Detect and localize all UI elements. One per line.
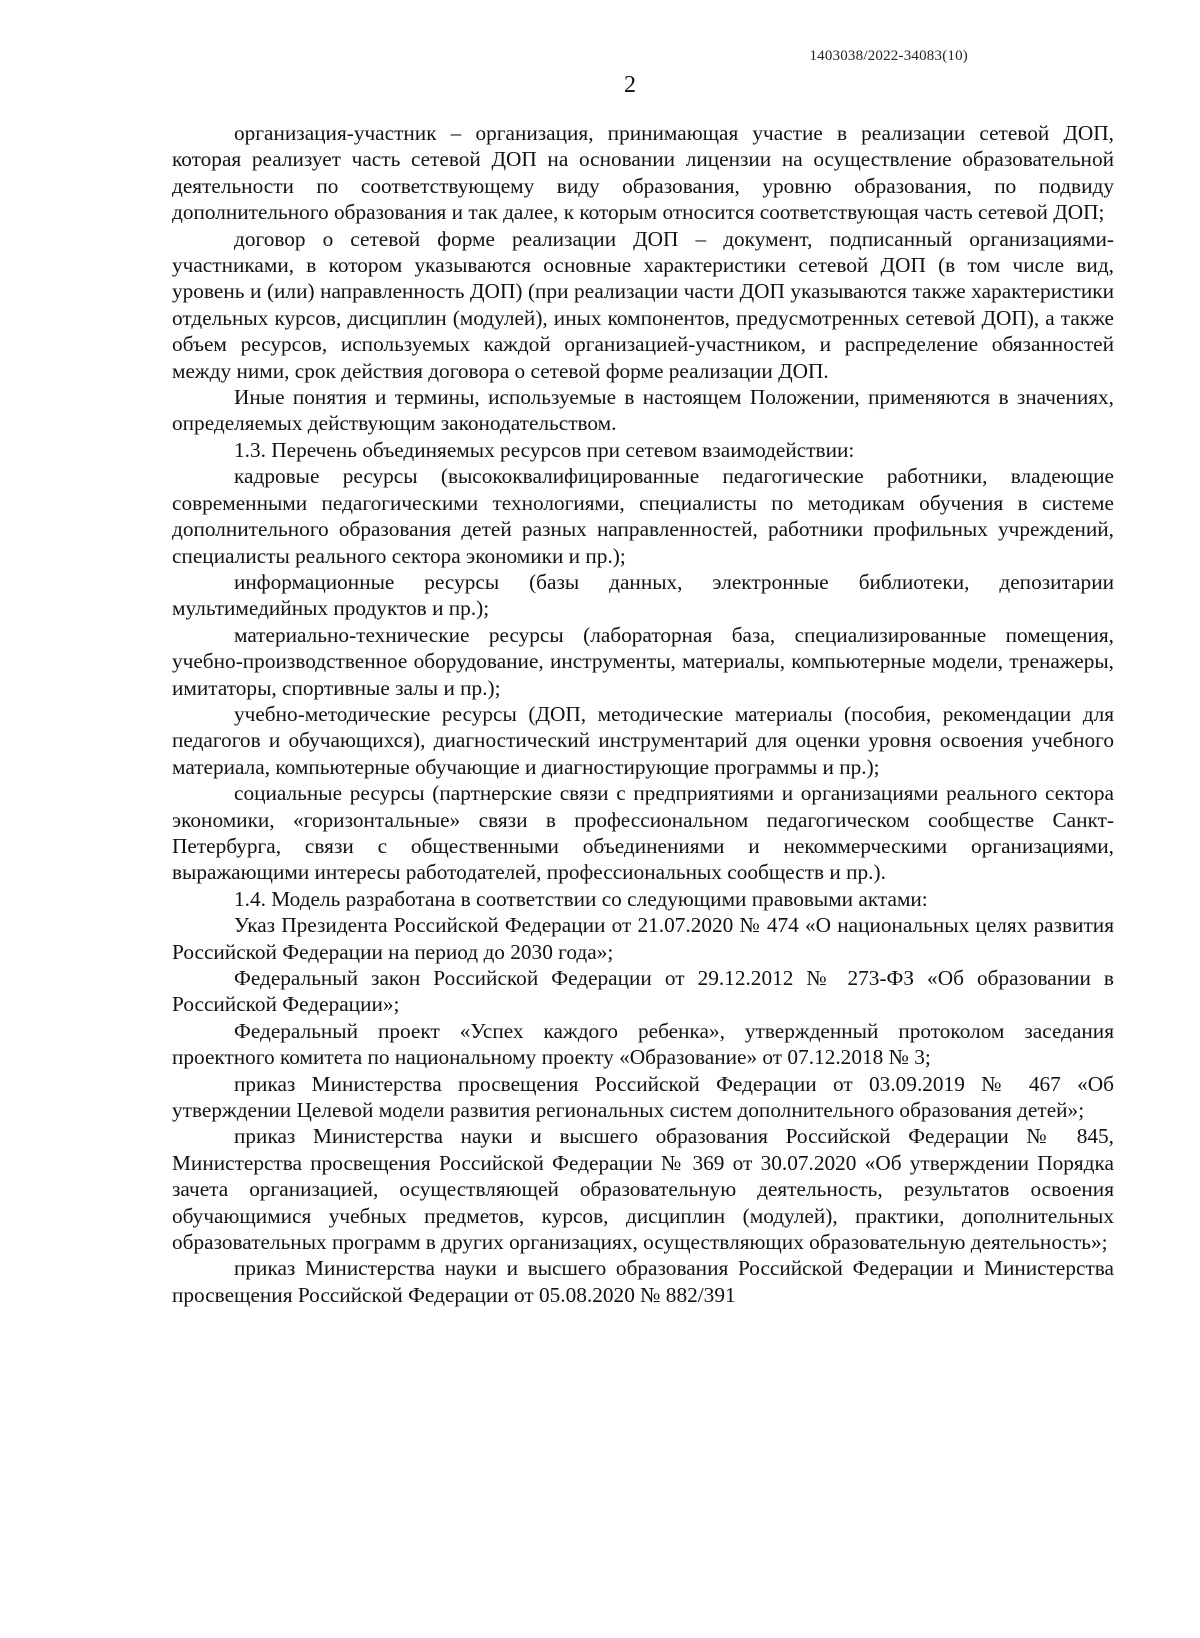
legal-act-presidential-decree: Указ Президента Российской Федерации от 21.07.2020 № 474 «О национальных целях развития Российской Федерации на период до 2030 года»;	[172, 913, 1114, 964]
definition-network-agreement: договор о сетевой форме реализации ДОП – документ, подписанный организациями-участниками, в котором указываются основные характеристики сетевой ДОП (в том числе вид, уровень и (или) направленность ДОП) (при реализации части ДОП указываются также характеристики отдельных курсов, дисциплин (модулей), иных компонентов, предусмотренных сетевой ДОП), а также объем ресурсов, используемых каждой организацией-участником, и распределение обязанностей между ними, срок действия договора о сетевой форме реализации ДОП.	[172, 226, 1114, 383]
document-registration-number: 1403038/2022-34083(10)	[809, 48, 968, 64]
legal-act-order-845-369: приказ Министерства науки и высшего образования Российской Федерации № 845, Министерства просвещения Российской Федерации № 369 от 30.07.2020 «Об утверждении Порядка зачета организацией, осуществляющей образовательную деятельность, результатов освоения обучающимися учебных предметов, курсов, дисциплин (модулей), практики, дополнительных образовательных программ в других организациях, осуществляющих образовательную деятельность»;	[172, 1124, 1114, 1255]
legal-act-order-467: приказ Министерства просвещения Российской Федерации от 03.09.2019 № 467 «Об утверждении Целевой модели развития региональных систем дополнительного образования детей»;	[172, 1071, 1114, 1123]
resource-staff: кадровые ресурсы (высококвалифицированные педагогические работники, владеющие современными педагогическими технологиями, специалисты по методикам обучения в системе дополнительного образования детей разных направленностей, работники профильных учреждений, специалисты реального сектора экономики и пр.);	[172, 464, 1114, 568]
resource-information: информационные ресурсы (базы данных, электронные библиотеки, депозитарии мультимедийных продуктов и пр.);	[172, 569, 1114, 621]
section-1-4-heading: 1.4. Модель разработана в соответствии со следующими правовыми актами:	[234, 886, 928, 911]
document-body	[172, 120, 1114, 1308]
resource-social: социальные ресурсы (партнерские связи с предприятиями и организациями реального сектора экономики, «горизонтальные» связи в профессиональном педагогическом сообществе Санкт-Петербурга, связи с общественными объединениями и некоммерческими организациями, выражающими интересы работодателей, профессиональных сообществ и пр.).	[172, 781, 1114, 885]
page-number: 2	[624, 72, 636, 98]
legal-act-federal-project: Федеральный проект «Успех каждого ребенка», утвержденный протоколом заседания проектного комитета по национальному проекту «Образование» от 07.12.2018 № 3;	[172, 1018, 1114, 1070]
resource-material-technical: материально-технические ресурсы (лабораторная база, специализированные помещения, учебно-производственное оборудование, инструменты, материалы, компьютерные модели, тренажеры, имитаторы, спортивные залы и пр.);	[172, 622, 1114, 700]
resource-educational-methodical: учебно-методические ресурсы (ДОП, методические материалы (пособия, рекомендации для педагогов и обучающихся), диагностический инструментарий для оценки уровня освоения учебного материала, компьютерные обучающие и диагностирующие программы и пр.);	[172, 701, 1114, 779]
definition-participant-organization: организация-участник – организация, принимающая участие в реализации сетевой ДОП, которая реализует часть сетевой ДОП на основании лицензии на осуществление образовательной деятельности по соответствующему виду образования, уровню образования, по подвиду дополнительного образования и так далее, к которым относится соответствующая часть сетевой ДОП;	[172, 121, 1114, 225]
other-terms-paragraph: Иные понятия и термины, используемые в настоящем Положении, применяются в значениях, определяемых действующим законодательством.	[172, 385, 1114, 436]
legal-act-order-882-391: приказ Министерства науки и высшего образования Российской Федерации и Министерства просвещения Российской Федерации от 05.08.2020 № 882/391	[172, 1256, 1114, 1307]
section-1-3-heading: 1.3. Перечень объединяемых ресурсов при сетевом взаимодействии:	[234, 437, 855, 462]
legal-act-federal-law: Федеральный закон Российской Федерации от 29.12.2012 № 273-ФЗ «Об образовании в Российской Федерации»;	[172, 966, 1114, 1017]
